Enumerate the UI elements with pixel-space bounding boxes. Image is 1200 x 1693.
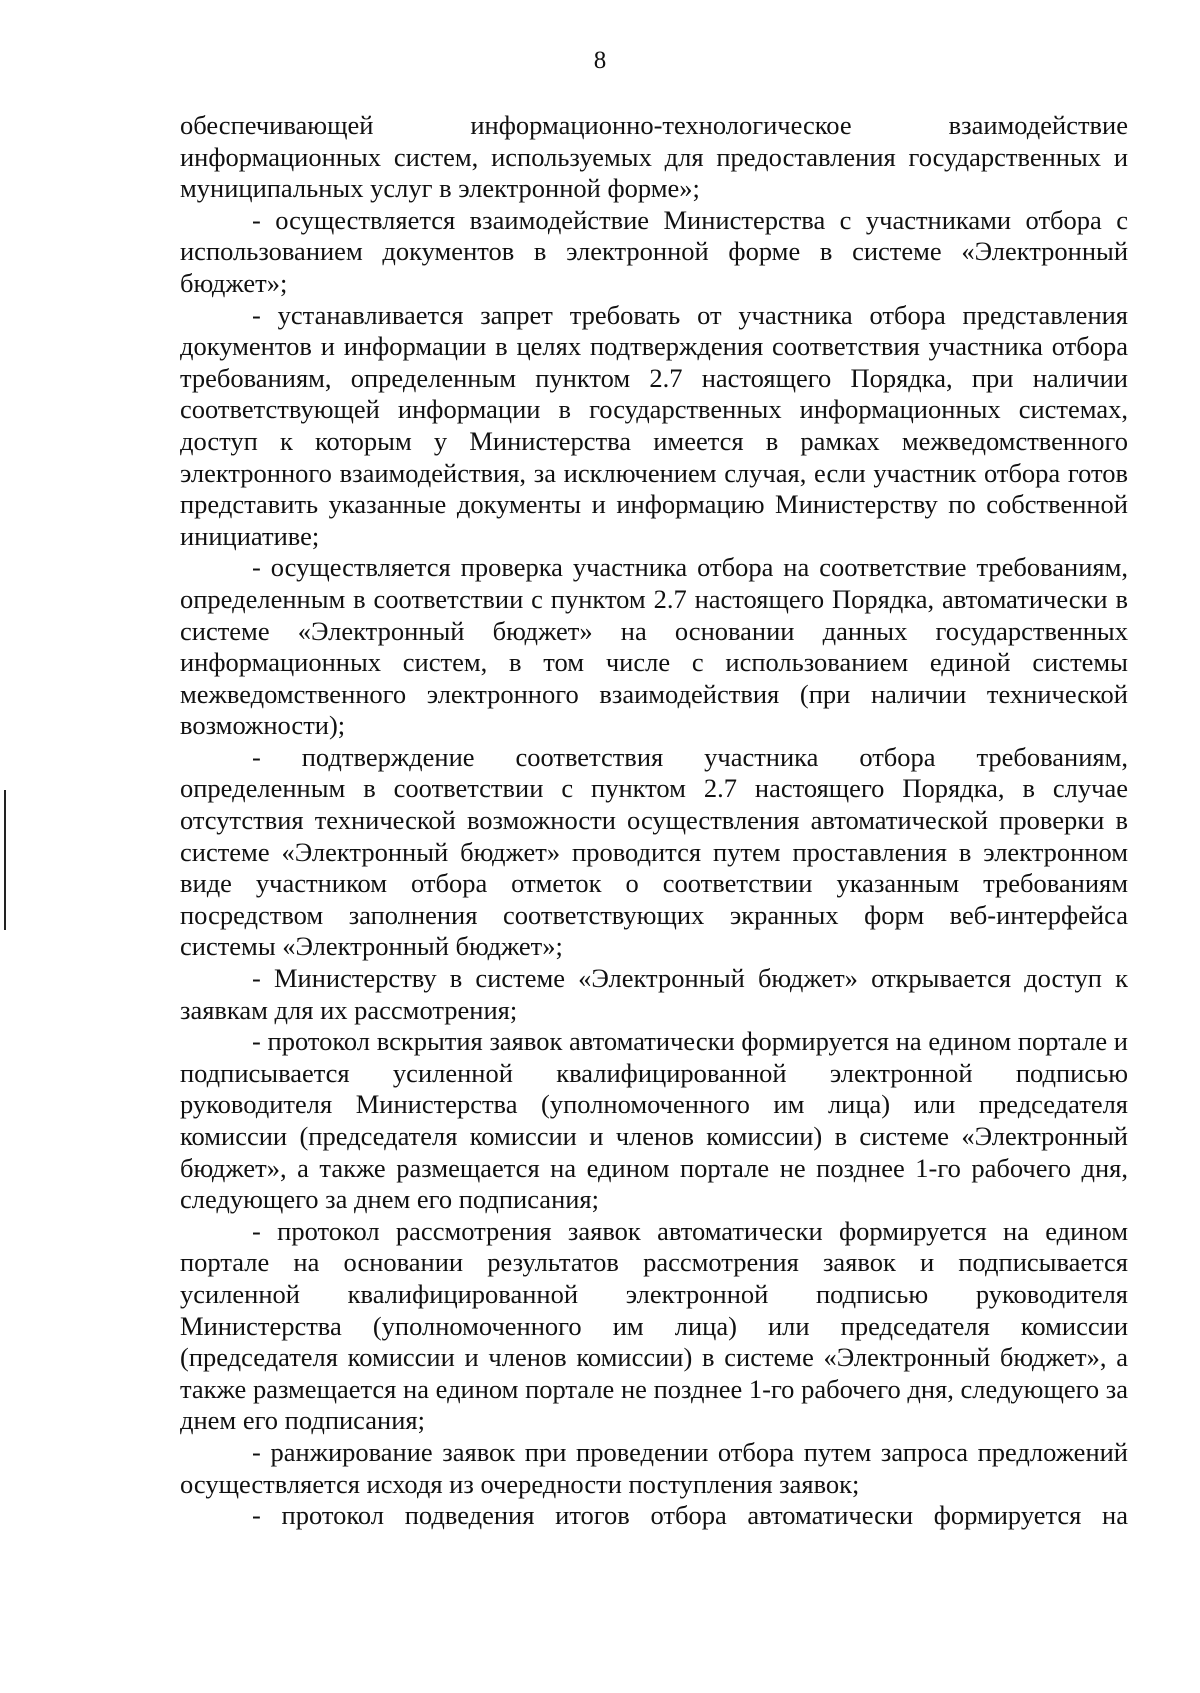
paragraph: - устанавливается запрет требовать от участника отбора представления документов и информации в целях подтверждения соответствия участника отбора требованиям, определенным пунктом 2.7 настоящего Порядка, при наличии соответствующей информации в государственных информационных системах, доступ к которым у Министерства имеется в рамках межведомственного электронного взаимодействия, за исключением случая, если участник отбора готов представить указанные документы и информацию Министерству по собственной инициативе; bbox=[180, 299, 1128, 551]
document-body bbox=[180, 110, 1128, 1532]
paragraph: - осуществляется проверка участника отбора на соответствие требованиям, определенным в соответствии с пунктом 2.7 настоящего Порядка, автоматически в системе «Электронный бюджет» на основании данных государственных информационных систем, в том числе с использованием единой системы межведомственного электронного взаимодействия (при наличии технической возможности); bbox=[180, 552, 1128, 741]
paragraph: - Министерству в системе «Электронный бюджет» открывается доступ к заявкам для их рассмотрения; bbox=[180, 963, 1128, 1025]
paragraph: - ранжирование заявок при проведении отбора путем запроса предложений осуществляется исходя из очередности поступления заявок; bbox=[180, 1436, 1128, 1499]
paragraph: - протокол подведения итогов отбора автоматически формируется на bbox=[252, 1500, 1128, 1531]
paragraph: - осуществляется взаимодействие Министерства с участниками отбора с использованием документов в электронной форме в системе «Электронный бюджет»; bbox=[180, 204, 1128, 298]
paragraph: - протокол вскрытия заявок автоматически формируется на едином портале и подписывается усиленной квалифицированной электронной подписью руководителя Министерства (уполномоченного им лица) или председателя комиссии (председателя комиссии и членов комиссии) в системе «Электронный бюджет», а также размещается на едином портале не позднее 1-го рабочего дня, следующего за днем его подписания; bbox=[180, 1026, 1128, 1215]
paragraph: - подтверждение соответствия участника отбора требованиям, определенным в соответствии с пунктом 2.7 настоящего Порядка, в случае отсутствия технической возможности осуществления автоматической проверки в системе «Электронный бюджет» проводится путем проставления в электронном виде участником отбора отметок о соответствии указанным требованиям посредством заполнения соответствующих экранных форм веб-интерфейса системы «Электронный бюджет»; bbox=[180, 741, 1128, 962]
paragraph: - протокол рассмотрения заявок автоматически формируется на едином портале на основании результатов рассмотрения заявок и подписывается усиленной квалифицированной электронной подписью руководителя Министерства (уполномоченного им лица) или председателя комиссии (председателя комиссии и членов комиссии) в системе «Электронный бюджет», а также размещается на едином портале не позднее 1-го рабочего дня, следующего за днем его подписания; bbox=[180, 1215, 1128, 1436]
paragraph: обеспечивающей информационно-технологическое взаимодействие информационных систем, используемых для предоставления государственных и муниципальных услуг в электронной форме»; bbox=[180, 110, 1128, 204]
scan-edge-mark bbox=[4, 790, 6, 930]
page-number: 8 bbox=[593, 47, 607, 74]
